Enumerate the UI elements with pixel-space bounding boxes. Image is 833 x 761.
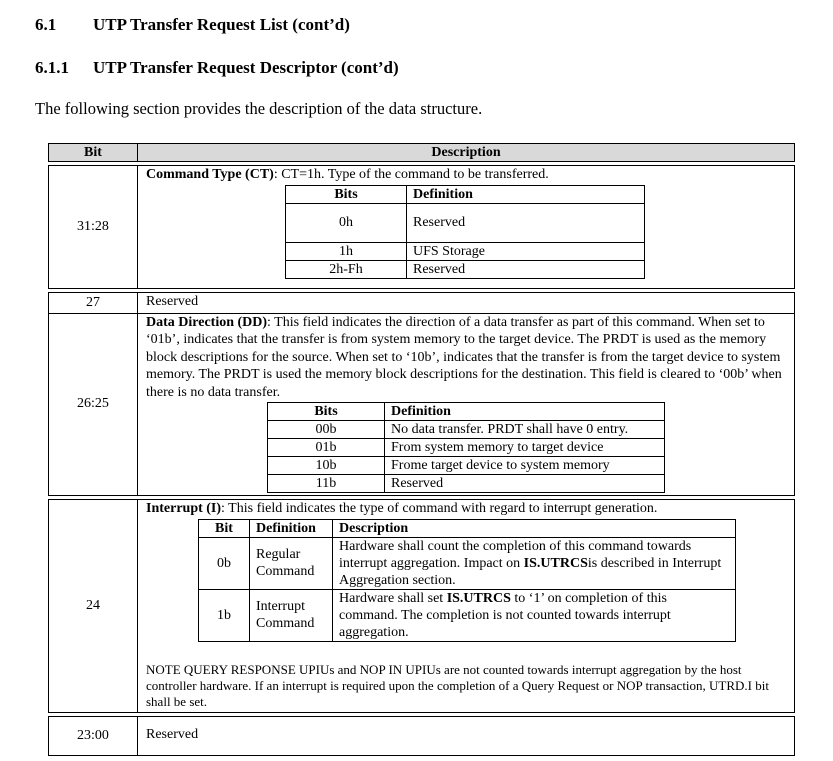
bit-column-header: Bit [49, 144, 138, 162]
bit-cell: 24 [49, 500, 138, 713]
register-name: IS.UTRCS [523, 555, 588, 571]
intro-paragraph: The following section provides the description of the data structure. [35, 99, 483, 118]
subtable-cell-definition: Reserved [385, 475, 665, 493]
subtable-row [286, 260, 645, 278]
subtable-cell-description [333, 537, 736, 589]
bit-cell: 27 [49, 293, 138, 314]
subtable-cell-bits: 10b [268, 457, 385, 475]
field-text: : CT=1h. Type of the command to be transferred. [273, 167, 549, 182]
subtable-cell-definition: Reserved [407, 203, 645, 242]
table-row-reserved-23-00 [49, 716, 795, 755]
description-cell [138, 500, 795, 713]
description-text: Hardware shall set [339, 590, 447, 606]
subtable-cell-definition: Frome target device to system memory [385, 457, 665, 475]
field-label: Interrupt (I) [146, 501, 222, 516]
subtable-header-bits: Bits [268, 403, 385, 421]
data-direction-subtable [267, 402, 665, 493]
section-title: UTP Transfer Request List (cont’d) [93, 15, 350, 34]
subtable-header-definition: Definition [385, 403, 665, 421]
bit-cell: 23:00 [49, 716, 138, 755]
field-label: Command Type (CT) [146, 167, 274, 182]
interrupt-note: NOTE QUERY RESPONSE UPIUs and NOP IN UPIUs are not counted towards interrupt aggregation by the host controller hardware. If an interrupt is required upon the completion of a Query Request or NOP transaction, UTRD.I bit shall be set. [146, 661, 769, 709]
description-cell: Reserved [138, 293, 795, 314]
bit-cell: 26:25 [49, 313, 138, 496]
field-text: : This field indicates the direction of a data transfer as part of this command. When set to ‘01b’, indicates that the transfer is from system memory to the target device. The PRDT is used as the memory block descriptions for the source. When set to ‘10b’, indicates that the transfer is from the target device to system memory. The PRDT is used the memory block descriptions for the destination. This field is cleared to ‘00b’ when there is no data transfer. [146, 314, 782, 400]
subtable-cell-definition: From system memory to target device [385, 439, 665, 457]
subtable-row [268, 475, 665, 493]
subtable-row [268, 439, 665, 457]
subtable-cell-definition: Interrupt Command [250, 589, 333, 641]
subtable-row [199, 589, 736, 641]
table-row-data-direction [49, 313, 795, 496]
description-cell [138, 313, 795, 496]
register-name: IS.UTRCS [446, 590, 511, 606]
bit-cell: 31:28 [49, 166, 138, 289]
table-header-row [49, 144, 795, 162]
subtable-row [268, 457, 665, 475]
field-description [146, 500, 788, 518]
subtable-header-description: Description [333, 519, 736, 537]
subtable-header-bits: Bits [286, 185, 407, 203]
subtable-cell-bits: 2h-Fh [286, 260, 407, 278]
subtable-header-definition: Definition [407, 185, 645, 203]
subtable-row [286, 242, 645, 260]
subtable-cell-bit: 0b [199, 537, 250, 589]
subtable-cell-definition: Reserved [407, 260, 645, 278]
subtable-cell-description [333, 589, 736, 641]
subsection-title: UTP Transfer Request Descriptor (cont’d) [93, 58, 399, 77]
field-label: Data Direction (DD) [146, 314, 268, 330]
subsection-number: 6.1.1 [35, 58, 69, 77]
subtable-cell-bits: 1h [286, 242, 407, 260]
subtable-header-row [199, 519, 736, 537]
description-text: is described in Interrupt Aggregation section. [339, 555, 722, 588]
field-text: : This field indicates the type of command with regard to interrupt generation. [221, 501, 658, 516]
description-text: to ‘1’ on completion of this command. The completion is not counted towards interrupt aggregation. [339, 590, 671, 640]
table-row-command-type [49, 166, 795, 289]
subtable-cell-definition: No data transfer. PRDT shall have 0 entry. [385, 421, 665, 439]
table-row-reserved-27 [49, 293, 795, 314]
field-description [146, 166, 788, 184]
subtable-row [199, 537, 736, 589]
subtable-cell-bits: 0h [286, 203, 407, 242]
subtable-cell-bits: 00b [268, 421, 385, 439]
subtable-header-bit: Bit [199, 519, 250, 537]
subtable-header-row [286, 185, 645, 203]
subtable-header-definition: Definition [250, 519, 333, 537]
table-row-interrupt [49, 500, 795, 713]
subtable-cell-bits: 11b [268, 475, 385, 493]
field-description [146, 314, 788, 402]
subtable-row [286, 203, 645, 242]
subtable-header-row [268, 403, 665, 421]
description-cell [138, 166, 795, 289]
description-text: Hardware shall count the completion of this command towards interrupt aggregation. Impact on [339, 538, 692, 571]
subtable-row [268, 421, 665, 439]
command-type-subtable [285, 185, 645, 279]
interrupt-subtable [198, 519, 736, 642]
section-number: 6.1 [35, 15, 57, 34]
subsection-heading [35, 58, 399, 78]
subtable-cell-definition: Regular Command [250, 537, 333, 589]
subtable-cell-bit: 1b [199, 589, 250, 641]
utrd-table [48, 143, 795, 756]
subtable-cell-definition: UFS Storage [407, 242, 645, 260]
section-heading [35, 15, 350, 35]
description-column-header: Description [138, 144, 795, 162]
subtable-cell-bits: 01b [268, 439, 385, 457]
description-cell: Reserved [138, 716, 795, 755]
